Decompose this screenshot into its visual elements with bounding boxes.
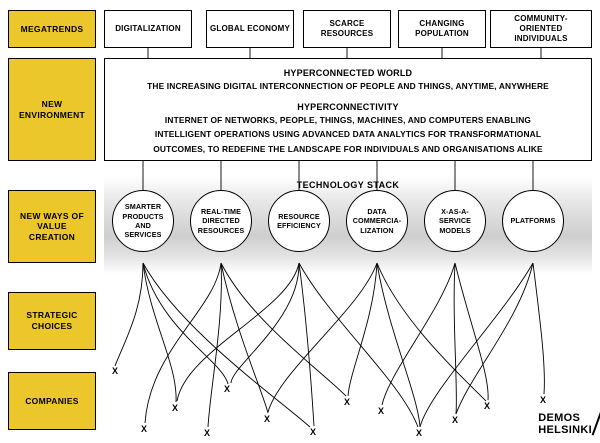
company-marker: X (141, 424, 148, 434)
stack-node-real-time-directed-resources[interactable]: REAL-TIME DIRECTED RESOURCES (190, 190, 252, 252)
company-marker: X (264, 414, 271, 424)
company-marker: X (112, 366, 119, 376)
company-marker: X (204, 428, 211, 438)
stack-node-resource-efficiency[interactable]: RESOURCE EFFICIENCY (268, 190, 330, 252)
logo-slash-icon (592, 410, 600, 435)
stack-node-x-as-a-service-models[interactable]: X-AS-A-SERVICE MODELS (424, 190, 486, 252)
row-label-megatrends: MEGATRENDS (8, 10, 96, 48)
megatrend-scarce-resources: SCARCE RESOURCES (303, 10, 391, 48)
row-label-strategic-choices: STRATEGIC CHOICES (8, 292, 96, 350)
company-marker: X (452, 415, 459, 425)
megatrend-changing-population: CHANGING POPULATION (398, 10, 486, 48)
company-marker: X (310, 427, 317, 437)
hyperconnectivity-heading: HYPERCONNECTIVITY (297, 102, 399, 113)
company-marker: X (416, 428, 423, 438)
company-marker: X (172, 403, 179, 413)
stack-node-platforms[interactable]: PLATFORMS (502, 190, 564, 252)
company-marker: X (378, 406, 385, 416)
company-marker: X (344, 397, 351, 407)
hyperconnectivity-body-line-2: INTELLIGENT OPERATIONS USING ADVANCED DATA ANALYTICS FOR TRANSFORMATIONAL (154, 129, 542, 140)
demos-helsinki-logo (538, 412, 592, 437)
company-marker: X (484, 401, 491, 411)
company-marker: X (540, 395, 547, 405)
hyperconnectivity-body-line-1: INTERNET OF NETWORKS, PEOPLE, THINGS, MACHINES, AND COMPUTERS ENABLING (164, 115, 532, 126)
megatrend-community-oriented-individuals: COMMUNITY-ORIENTED INDIVIDUALS (490, 10, 592, 48)
logo-line-1: DEMOS (538, 411, 581, 424)
hyperconnected-world-body: THE INCREASING DIGITAL INTERCONNECTION OF PEOPLE AND THINGS, ANYTIME, ANYWHERE (147, 81, 549, 91)
stack-node-smarter-products-and-services[interactable]: SMARTER PRODUCTS AND SERVICES (112, 190, 174, 252)
hyperconnected-world-heading: HYPERCONNECTED WORLD (283, 68, 413, 78)
row-label-new-environment: NEW ENVIRONMENT (8, 58, 96, 161)
company-marker: X (224, 384, 231, 394)
megatrend-global-economy: GLOBAL ECONOMY (206, 10, 294, 48)
row-label-new-ways-of-value-creation: NEW WAYS OF VALUE CREATION (8, 190, 96, 263)
technology-stack-title: TECHNOLOGY STACK (296, 180, 400, 190)
row-label-companies: COMPANIES (8, 372, 96, 430)
logo-line-2: HELSINKI (538, 424, 592, 437)
stack-node-data-commercialization[interactable]: DATA COMMERCIA-LIZATION (346, 190, 408, 252)
new-environment-box (104, 58, 592, 161)
megatrend-digitalization: DIGITALIZATION (104, 10, 192, 48)
hyperconnectivity-body-line-3: OUTCOMES, TO REDEFINE THE LANDSCAPE FOR INDIVIDUALS AND ORGANISATIONS ALIKE (153, 143, 543, 154)
